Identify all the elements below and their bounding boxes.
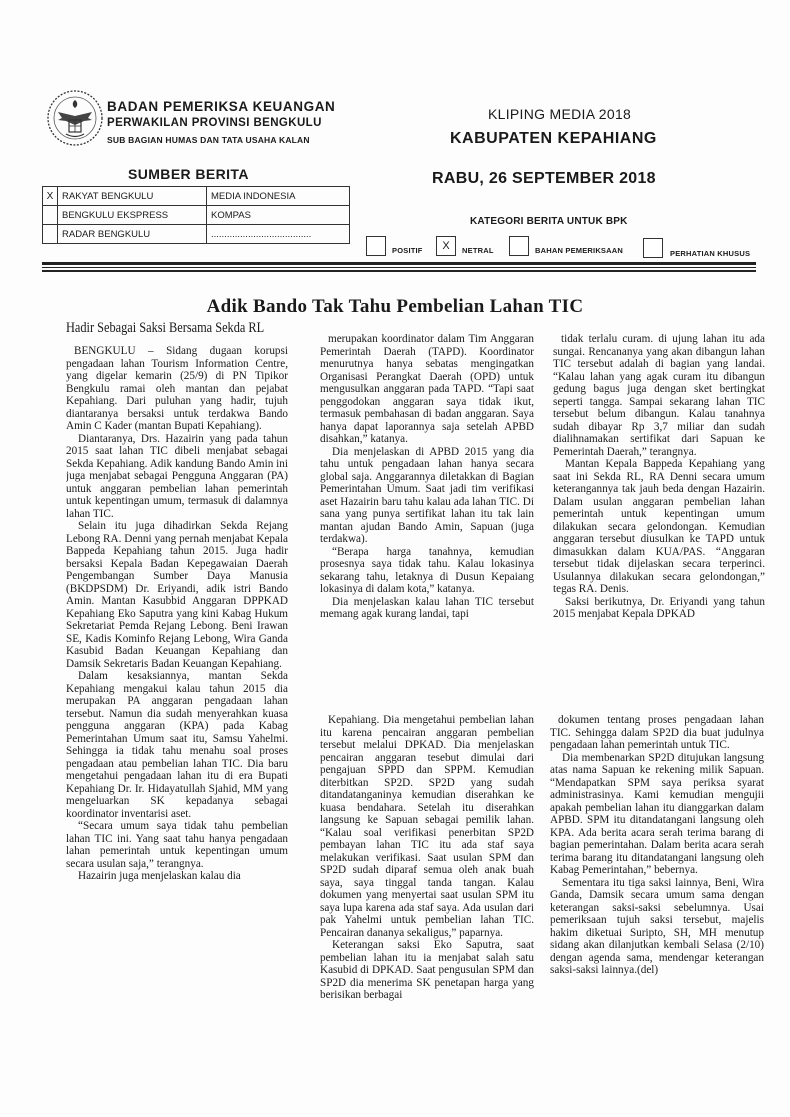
article-paragraph: Hazairin juga menjelaskan kalau dia [78, 870, 241, 882]
category-netral-checkbox: X [436, 236, 456, 256]
region-title: KABUPATEN KEPAHIANG [450, 130, 657, 147]
category-bahan-checkbox [509, 236, 529, 256]
source-left: RADAR BENGKULU [58, 225, 207, 244]
sources-title: SUMBER BERITA [128, 166, 249, 182]
article-paragraph: Dalam kesaksiannya, mantan Sekda Kepahiang mengakui kalau tahun 2015 dia merupakan PA anggaran pengadaan lahan tersebut. Namun dia sudah menyerahkan kuasa pengguna anggaran (KPA) pada Kabag Pemerintahan Umum saat itu, Samsu Yahelmi. Sehingga ia tidak tahu menahu soal proses pengadaan atau pembelian lahan TIC. Dia baru mengetahui pengadaan lahan itu di era Bupati Kepahiang Dr. Ir. Hidayatullah Sjahid, MM yang mengeluarkan SK kepadanya sebagai koordinator inventarisi aset. [66, 670, 288, 820]
article-paragraph: Kepahiang. Dia mengetahui pembelian lahan itu karena pencairan anggaran pembelian tersebut melalui DPKAD. Dia menjelaskan pencairan anggaran tesebut dimulai dari pengajuan SPPD dan SPPM. Kemudian diterbitkan SP2D. SP2D yang sudah ditandatanganinya kemudian diserahkan ke kuasa bendahara. Setelah itu diserahkan langsung ke Sapuan sebagai pemilik lahan. “Kalau soal verifikasi penerbitan SP2D pembayan lahan TIC itu ada staf saya melakukan verifikasi. Saat usulan SPM dan SP2D sudah diparaf semua oleh anak buah saya, saya tinggal tanda tangan. Kalau dokumen yang menyertai saat usulan SPM itu saya lupa karena ada staf saya. Ada usulan dari pak Yahelmi untuk pembelian lahan TIC. Pencairan dananya sekaligus,” paparnya. [320, 714, 534, 939]
kliping-title: KLIPING MEDIA 2018 [488, 106, 632, 122]
sources-table [42, 186, 350, 244]
source-right: KOMPAS [207, 206, 350, 225]
source-row [43, 225, 350, 244]
source-mark [43, 225, 58, 244]
source-row [43, 187, 350, 206]
source-row [43, 206, 350, 225]
source-left: RAKYAT BENGKULU [58, 187, 207, 206]
article-paragraph: Selain itu juga dihadirkan Sekda Rejang Lebong RA. Denni yang pernah menjabat Kepala Bappeda Kepahiang tahun 2015. Juga hadir bersaksi Kepala Badan Kepegawaian Daerah Pengembangan Sumber Daya Manusia (BKDPSDM) Dr. Eriyandi, adik istri Bando Amin. Mantan Kasubbid Anggaran DPPKAD Kepahiang Eko Saputra yang kini Kabag Hukum Sekretariat Pemda Rejang Lebong. Beni Irawan SE, Kadis Kominfo Rejang Lebong, Wira Ganda Kasubid Badan Keuangan Kepahiang dan Damsik Sekretaris Badan Keuangan Kepahiang. [66, 520, 288, 670]
article-headline: Adik Bando Tak Tahu Pembelian Lahan TIC [206, 296, 584, 317]
divider [42, 270, 756, 272]
org-subdivision: SUB BAGIAN HUMAS DAN TATA USAHA KALAN [107, 135, 310, 145]
category-khusus-label: PERHATIAN KHUSUS [670, 249, 751, 258]
article-paragraph: tidak terlalu curam. di ujung lahan itu ada sungai. Rencananya yang akan dibangun lahan TIC tersebut adalah di bagian yang landai. “Kalau lahan yang agak curam itu dibangun gedung bagus juga dengan sket bertingkat seperti tangga. Sampai sekarang lahan TIC tersebut belum dibangun. Kalau tanahnya sudah dibayar Rp 3,7 miliar dan sudah dialihnamakan sertifikat dari Sapuan ke Pemerintah Daerah,” terangnya. [553, 333, 765, 458]
publication-date: RABU, 26 SEPTEMBER 2018 [432, 170, 656, 187]
article-column-1 [66, 345, 288, 1062]
article-paragraph: Dia menjelaskan di APBD 2015 yang dia tahu untuk pengadaan lahan hanya secara global saja. Anggarannya diletakkan di Bagian Pemerintahan Umum. Saat jadi tim verifikasi aset Hazairin baru tahu kalau ada lahan TIC. Di sana yang punya sertifikat lahan itu tak lain mantan ajudan Bando Amin, Sapuan (juga terdakwa). [320, 445, 534, 545]
article-column-4 [320, 714, 534, 1080]
category-positif-checkbox [366, 236, 386, 256]
source-left: BENGKULU EKSPRESS [58, 206, 207, 225]
source-right: ...................................... [207, 225, 350, 244]
category-bahan-label: BAHAN PEMERIKSAAN [535, 246, 623, 255]
article-paragraph: Saksi berikutnya, Dr. Eriyandi yang tahun 2015 menjabat Kepala DPKAD [553, 595, 765, 620]
article-paragraph: merupakan koordinator dalam Tim Anggaran Pemerintah Daerah (TAPD). Koordinator menurutnya hanya sebatas mengingatkan Organisasi Perangkat Daerah (OPD) untuk mengusulkan anggaran pada TAPD. “Tapi saat penggodokan anggaran saya tidak ikut, termasuk pembahasan di badan anggaran. Saya hanya dapat laporannya saja setelah APBD disahkan,” katanya. [320, 333, 534, 445]
article-column-3 [553, 333, 765, 695]
source-mark [43, 206, 58, 225]
source-right: MEDIA INDONESIA [207, 187, 350, 206]
article-paragraph: Dia membenarkan SP2D ditujukan langsung atas nama Sapuan ke rekening milik Sapuan. “Mendapatkan SPM saya periksa syarat administrasinya. Kami kemudian mengujii apakah pembelian lahan itu dianggarkan dalam APBD. SPM itu ditandatangani langsung oleh KPA. Ada berita acara serah terima barang di bagian pemerintahan. Dalam berita acara serah terima barang itu ditandatangani langsung oleh Kabag Pemerintahan,” bebernya. [550, 751, 764, 876]
article-paragraph: Dia menjelaskan kalau lahan TIC tersebut memang agak kurang landai, tapi [320, 595, 534, 620]
org-branch: PERWAKILAN PROVINSI BENGKULU [107, 117, 322, 129]
article-paragraph: BENGKULU – Sidang dugaan korupsi pengadaan lahan Tourism Information Centre, yang digelar kemarin (25/9) di PN Tipikor Bengkulu ramai oleh mantan dan pejabat Kepahiang. Dari puluhan yang hadir, tujuh diantaranya bersaksi untuk terdakwa Bando Amin C Kader (mantan Bupati Kepahiang). [66, 345, 288, 432]
article-column-5 [550, 714, 764, 1080]
article-paragraph: Sementara itu tiga saksi lainnya, Beni, Wira Ganda, Damsik secara umum sama dengan keterangan saksi-saksi sebelumnya. Usai pemeriksaan tujuh saksi tersebut, majelis hakim diketuai Suripto, SH, MH menutup sidang akan dilanjutkan kembali Selasa (2/10) dengan agenda sama, mendengar keterangan saksi-saksi lainnya.(del) [550, 876, 764, 976]
article-paragraph: “Berapa harga tanahnya, kemudian prosesnya saya tidak tahu. Kalau lokasinya sekarang tahu, letaknya di Dusun Kepaiang lokasinya di dalam kota,” katanya. [320, 545, 534, 595]
category-positif-label: POSITIF [392, 246, 423, 255]
article-column-2 [320, 333, 534, 695]
category-title: KATEGORI BERITA UNTUK BPK [470, 216, 628, 227]
category-netral-label: NETRAL [462, 246, 494, 255]
article-paragraph: Mantan Kepala Bappeda Kepahiang yang saat ini Sekda RL, RA Denni secara umum keterangannya tak jauh beda dengan Hazairin. Dalam usulan anggaran pembelian lahan pemerintah untuk kepentingan umum dilakukan secara gelondongan. Kemudian anggaran tersebut diusulkan ke TAPD untuk dimasukkan dalam KUA/PAS. “Anggaran tersebut tidak dijelaskan secara terperinci. Usulannya dilakukan secara gelondongan,” tegas RA. Denis. [553, 458, 765, 595]
garuda-emblem-icon [46, 88, 104, 148]
divider [42, 262, 756, 265]
article-paragraph: Diantaranya, Drs. Hazairin yang pada tahun 2015 saat lahan TIC dibeli menjabat sebagai Sekda Kepahiang. Adik kandung Bando Amin ini juga menjabat sebagai Pengguna Anggaran (PA) untuk anggaran pembelian lahan pemerintah untuk kepentingan umum, termasuk di dalamnya lahan TIC. [66, 432, 288, 520]
article-paragraph: dokumen tentang proses pengadaan lahan TIC. Sehingga dalam SP2D dia buat judulnya pengadaan lahan pemerintah untuk TIC. [550, 714, 764, 751]
source-mark: X [43, 187, 58, 206]
org-name: BADAN PEMERIKSA KEUANGAN [107, 99, 336, 114]
article-paragraph: Keterangan saksi Eko Saputra, saat pembelian lahan itu ia menjabat salah satu Kasubid di DPKAD. Saat pengusulan SPM dan SP2D dia menerima SK penetapan harga yang berisikan berbagai [320, 939, 534, 1001]
divider [42, 267, 756, 268]
article-paragraph: “Secara umum saya tidak tahu pembelian lahan TIC ini. Yang saat tahu hanya pengadaan lahan pemerintah untuk kepentingan umum secara usulan saja,” terangnya. [66, 820, 288, 870]
category-khusus-checkbox [643, 238, 663, 258]
article-subheadline: Hadir Sebagai Saksi Bersama Sekda RL [66, 320, 265, 336]
